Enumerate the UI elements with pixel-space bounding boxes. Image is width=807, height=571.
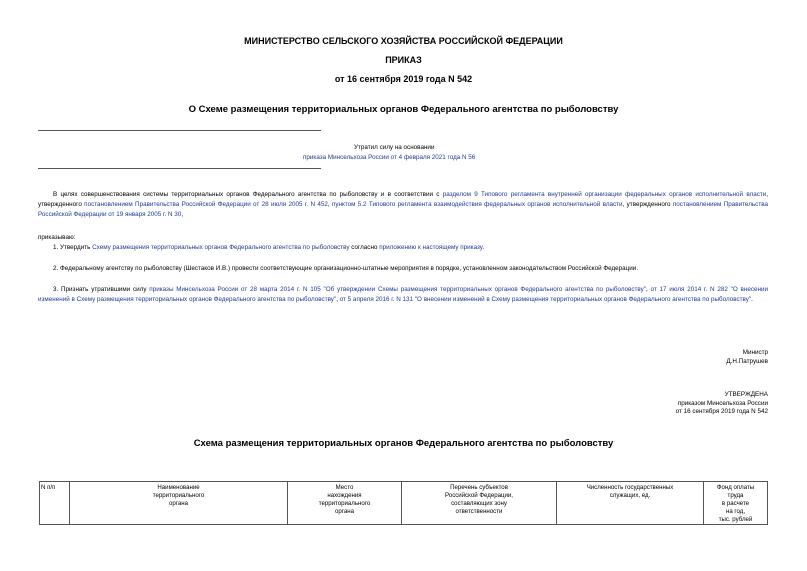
header-text: Фонд оплаты — [716, 484, 755, 491]
order-word: приказываю: — [38, 234, 76, 241]
header-text: территориального — [152, 491, 205, 499]
col-location-header — [288, 482, 402, 525]
header-text: в расчете — [721, 499, 750, 507]
order-282-link[interactable]: от 17 июля 2014 г. N 282 "О внесении изменений в Схему размещения территориальных органов Федерального агентства по рыболовству" — [38, 286, 768, 303]
item-2: 2. Федеральному агентству по рыболовству (Шестаков И.В.) провести соответствующие организационно-штатные мероприятия в порядке, установленном законодательством Российской Федерации. — [53, 265, 639, 272]
table-header-row — [40, 482, 768, 525]
col-staff-header — [557, 482, 704, 525]
header-text: составляющих зону — [451, 499, 507, 507]
preamble-text: , — [327, 200, 332, 208]
header-text: служащих, ед. — [609, 491, 651, 499]
header-text: Место — [335, 484, 354, 491]
document-date-number: от 16 сентября 2019 года N 542 — [334, 74, 473, 84]
government-resolution-30-link[interactable]: постановлением Правительства Российской Федерации от 19 января 2005 г. N 30 — [38, 200, 768, 218]
header-text: нахождения — [327, 491, 362, 499]
item-text: . — [482, 244, 485, 251]
scheme-link[interactable]: Схему размещения территориальных органов Федерального агентства по рыболовству — [92, 244, 350, 251]
regulation-point-5-2-link[interactable]: пунктом 5.2 Типового регламента взаимодействия федеральных органов исполнительной власти — [331, 200, 623, 208]
signatory-name: Д.Н.Патрушев — [726, 357, 768, 365]
col-subjects-header — [402, 482, 557, 525]
item-3 — [38, 285, 768, 305]
approval-by: приказом Минсельхоза России — [677, 399, 768, 407]
item-text: согласно — [349, 244, 380, 251]
signature-block — [726, 349, 768, 366]
col-payroll-header — [704, 482, 768, 525]
approval-date: от 16 сентября 2019 года N 542 — [675, 408, 768, 416]
col-name-header — [70, 482, 288, 525]
preamble-text: , утвержденного — [38, 191, 769, 208]
header-text: Численность государственных — [586, 484, 674, 491]
preamble-text: , утвержденного — [622, 200, 673, 208]
approval-label: УТВЕРЖДЕНА — [724, 391, 768, 398]
header-text: территориального — [318, 499, 371, 507]
header-text: N п/п — [41, 484, 56, 491]
item-text: . — [751, 295, 753, 303]
preamble-text: , — [181, 210, 184, 218]
header-text: труда — [727, 491, 744, 499]
item-text: 1. Утвердить — [53, 244, 93, 251]
scheme-table — [39, 481, 768, 525]
col-number-header — [40, 482, 70, 525]
header-text: органа — [334, 507, 354, 515]
item-1 — [38, 243, 768, 253]
preamble-text: В целях совершенствования системы территориальных органов Федерального агентства по рыболовству и в соответствии с — [53, 191, 443, 198]
header-text: Наименование — [157, 484, 200, 491]
header-text: на год, — [725, 507, 746, 515]
header-text: Перечень субъектов — [450, 484, 508, 491]
order-131-link[interactable]: от 5 апреля 2016 г. N 131 "О внесении изменений в Схему размещения территориальных органов Федерального агентства по рыболовству" — [339, 295, 752, 303]
scheme-title: Схема размещения территориальных органов Федерального агентства по рыболовству — [193, 438, 614, 449]
preamble-paragraph — [38, 190, 768, 219]
header-text: органа — [168, 499, 188, 507]
header-text: тыс. рублей — [718, 515, 753, 523]
order-105-link[interactable]: приказы Минсельхоза России от 28 марта 2014 г. N 105 "Об утверждении Схемы размещения территориальных органов Федерального агентства по рыболовству" — [149, 286, 646, 293]
ministry-name: МИНИСТЕРСТВО СЕЛЬСКОГО ХОЗЯЙСТВА РОССИЙСКОЙ ФЕДЕРАЦИИ — [244, 36, 563, 46]
header-text: ответственности — [455, 507, 503, 515]
approval-block — [676, 391, 768, 417]
document-title: О Схеме размещения территориальных органов Федерального агентства по рыболовству — [188, 104, 619, 115]
repeal-order-link[interactable]: приказа Минсельхоза России от 4 февраля 2021 года N 56 — [303, 154, 476, 161]
divider-bottom — [38, 168, 321, 169]
item-text: , — [336, 295, 340, 303]
regulation-section9-link[interactable]: разделом 9 Типового регламента внутренней организации федеральных органов исполнительной власти — [442, 191, 767, 198]
appendix-link[interactable]: приложению к настоящему приказу — [379, 244, 483, 251]
signatory-position: Министр — [742, 349, 768, 356]
item-text: 3. Признать утратившими силу — [53, 286, 150, 293]
divider-top — [38, 130, 321, 131]
document-type: ПРИКАЗ — [385, 55, 422, 65]
header-text: Российской Федерации, — [445, 491, 513, 499]
government-resolution-452-link[interactable]: постановлением Правительства Российской Федерации от 28 июля 2005 г. N 452 — [84, 200, 328, 208]
item-text: , — [645, 286, 651, 293]
status-text: Утратил силу на основании — [354, 144, 435, 151]
